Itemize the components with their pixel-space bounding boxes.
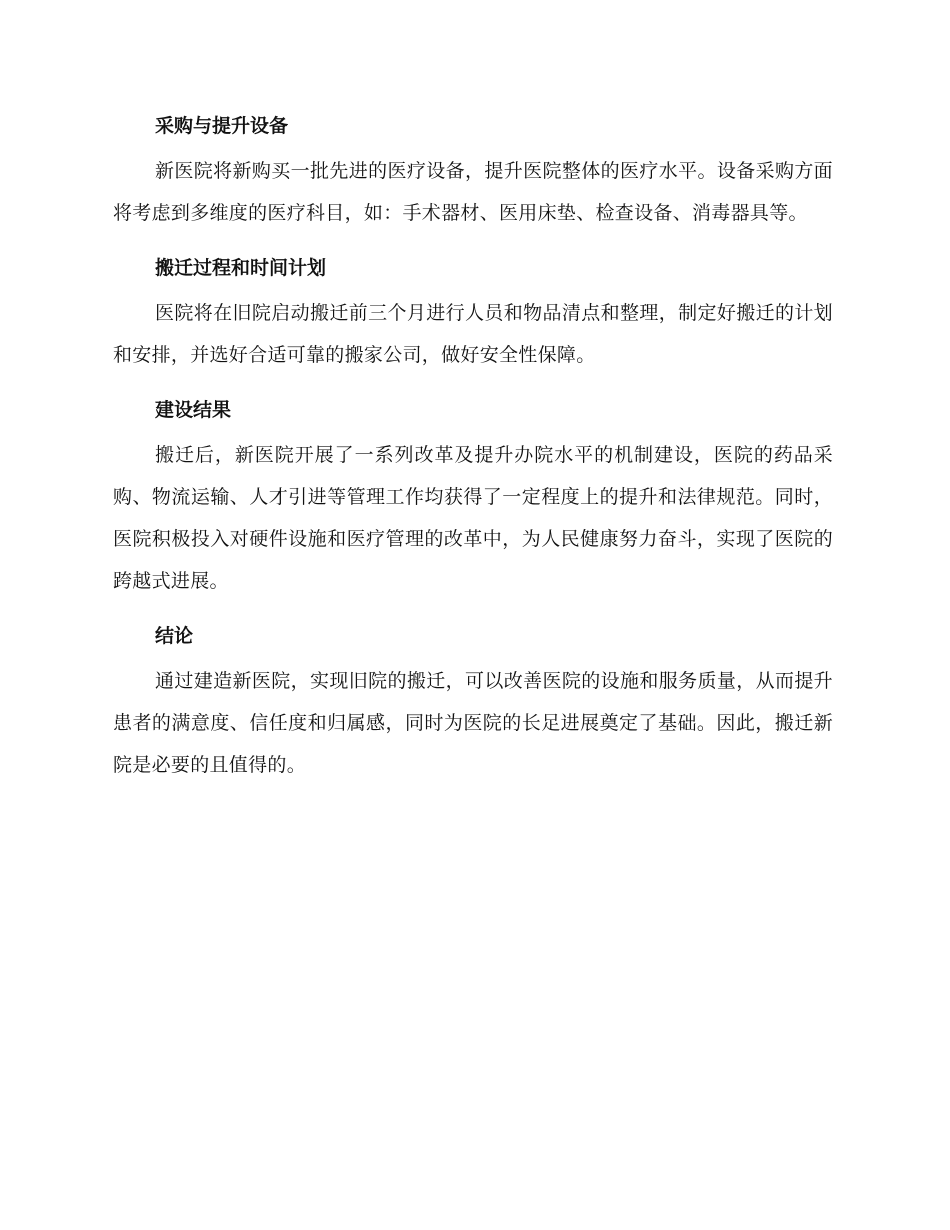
section-results (113, 392, 833, 602)
section-paragraph: 通过建造新医院，实现旧院的搬迁，可以改善医院的设施和服务质量，从而提升患者的满意度、信任度和归属感，同时为医院的长足进展奠定了基础。因此，搬迁新院是必要的且值得的。 (113, 670, 833, 776)
section-paragraph: 新医院将新购买一批先进的医疗设备，提升医院整体的医疗水平。设备采购方面将考虑到多维度的医疗科目，如：手术器材、医用床垫、检查设备、消毒器具等。 (113, 160, 833, 224)
section-heading: 采购与提升设备 (155, 115, 289, 137)
section-heading: 结论 (155, 625, 194, 647)
section-heading: 建设结果 (155, 399, 232, 421)
section-conclusion (113, 618, 833, 786)
section-paragraph: 医院将在旧院启动搬迁前三个月进行人员和物品清点和整理，制定好搬迁的计划和安排，并选好合适可靠的搬家公司，做好安全性保障。 (113, 302, 833, 366)
document-body (113, 108, 833, 802)
section-relocation-plan (113, 250, 833, 376)
section-equipment (113, 108, 833, 234)
section-heading: 搬迁过程和时间计划 (155, 257, 327, 279)
section-paragraph: 搬迁后，新医院开展了一系列改革及提升办院水平的机制建设，医院的药品采购、物流运输、人才引进等管理工作均获得了一定程度上的提升和法律规范。同时，医院积极投入对硬件设施和医疗管理的改革中，为人民健康努力奋斗，实现了医院的跨越式进展。 (113, 444, 833, 592)
